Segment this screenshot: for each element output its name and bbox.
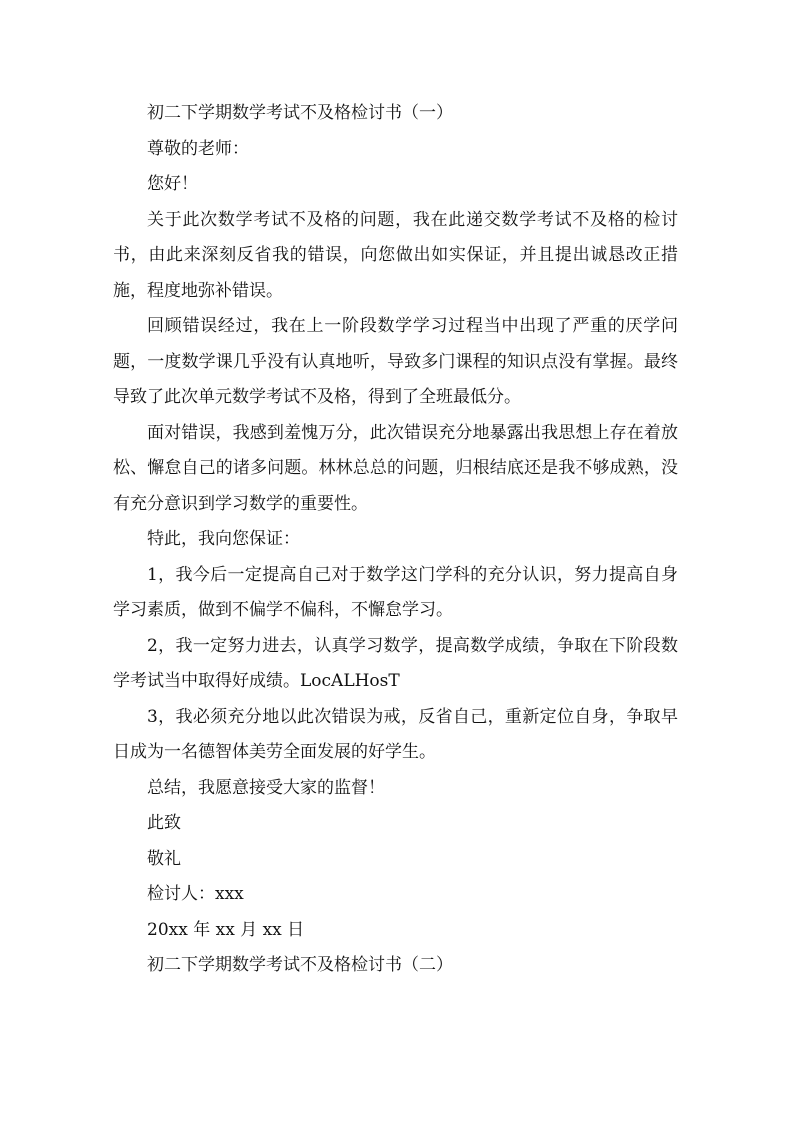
promise-item: 1，我今后一定提高自己对于数学这门学科的充分认识，努力提高自身学习素质，做到不偏学不偏科，不懈怠学习。 (113, 564, 678, 620)
signature: 检讨人：xxx (147, 884, 244, 904)
salutation: 尊敬的老师： (147, 138, 249, 159)
closing-line-1: 此致 (147, 813, 181, 833)
document-page (113, 96, 678, 984)
document-title-2: 初二下学期数学考试不及格检讨书（二） (147, 955, 453, 975)
conclusion: 总结，我愿意接受大家的监督！ (147, 777, 385, 798)
body-paragraph: 关于此次数学考试不及格的问题，我在此递交数学考试不及格的检讨书，由此来深刻反省我的错误，向您做出如实保证，并且提出诚恳改正措施，程度地弥补错误。 (113, 209, 678, 301)
promise-item: 3，我必须充分地以此次错误为戒，反省自己，重新定位自身，争取早日成为一名德智体美劳全面发展的好学生。 (113, 706, 678, 762)
promise-item: 2，我一定努力进去，认真学习数学，提高数学成绩，争取在下阶段数学考试当中取得好成绩。LocALHosT (113, 635, 678, 691)
body-paragraph: 面对错误，我感到羞愧万分，此次错误充分地暴露出我思想上存在着放松、懈怠自己的诸多问题。林林总总的问题，归根结底还是我不够成熟，没有充分意识到学习数学的重要性。 (113, 422, 678, 514)
promise-intro: 特此，我向您保证： (147, 529, 300, 549)
closing-line-2: 敬礼 (147, 848, 181, 869)
document-title-1: 初二下学期数学考试不及格检讨书（一） (147, 103, 453, 123)
greeting: 您好！ (147, 174, 198, 194)
body-paragraph: 回顾错误经过，我在上一阶段数学学习过程当中出现了严重的厌学问题，一度数学课几乎没有认真地听，导致多门课程的知识点没有掌握。最终导致了此次单元数学考试不及格，得到了全班最低分。 (113, 316, 678, 407)
date: 20xx 年 xx 月 xx 日 (147, 919, 305, 940)
